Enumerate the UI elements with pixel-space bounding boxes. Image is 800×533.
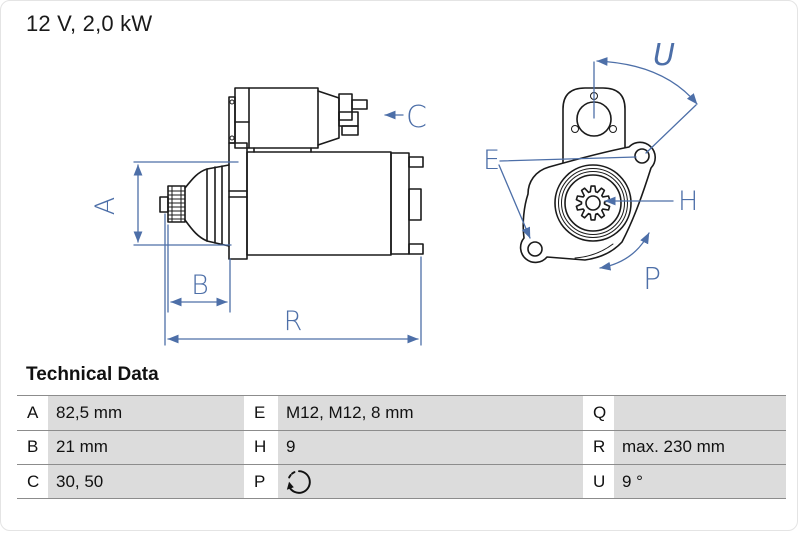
dim-label-b: B <box>191 270 209 301</box>
technical-data-table <box>17 395 786 499</box>
dim-label-e: E <box>483 145 501 176</box>
pinion-side <box>168 186 185 222</box>
cell-value-c: 30, 50 <box>48 464 244 499</box>
cell-key-a: A <box>17 395 48 430</box>
front-view <box>521 88 656 262</box>
drive-end-housing <box>185 165 229 246</box>
cell-value-a: 82,5 mm <box>48 395 244 430</box>
cell-value-p <box>278 464 583 499</box>
motor-body <box>247 148 391 255</box>
solenoid-terminal-block <box>339 94 352 120</box>
cell-value-q <box>614 395 786 430</box>
dim-label-u: U <box>653 38 675 73</box>
cell-value-r: max. 230 mm <box>614 430 786 465</box>
cell-key-p: P <box>244 464 278 499</box>
side-view <box>160 88 423 259</box>
product-spec-title: 12 V, 2,0 kW <box>26 11 153 36</box>
dim-label-h: H <box>678 186 699 217</box>
cell-key-u: U <box>583 464 614 499</box>
dim-label-c: C <box>406 100 427 135</box>
solenoid-terminal-stud-lower <box>342 126 358 135</box>
side-view-dimensions <box>90 100 427 345</box>
pinion-gear <box>576 186 609 220</box>
cell-value-h: 9 <box>278 430 583 465</box>
cell-key-c: C <box>17 464 48 499</box>
cell-key-h: H <box>244 430 278 465</box>
rear-bracket <box>391 153 423 254</box>
dim-label-r: R <box>283 306 303 337</box>
cell-key-e: E <box>244 395 278 430</box>
solenoid-terminal-stud-upper <box>352 100 367 109</box>
cell-key-r: R <box>583 430 614 465</box>
cell-value-b: 21 mm <box>48 430 244 465</box>
dim-label-a: A <box>90 196 121 216</box>
cell-value-u: 9 ° <box>614 464 786 499</box>
solenoid <box>229 88 367 148</box>
technical-data-heading: Technical Data <box>26 364 159 385</box>
shaft-stub <box>160 197 168 212</box>
mounting-flange-side <box>229 143 247 259</box>
cell-key-b: B <box>17 430 48 465</box>
cell-key-q: Q <box>583 395 614 430</box>
cell-value-e: M12, M12, 8 mm <box>278 395 583 430</box>
dim-label-p: P <box>643 262 662 297</box>
rotation-direction-icon <box>286 469 312 495</box>
